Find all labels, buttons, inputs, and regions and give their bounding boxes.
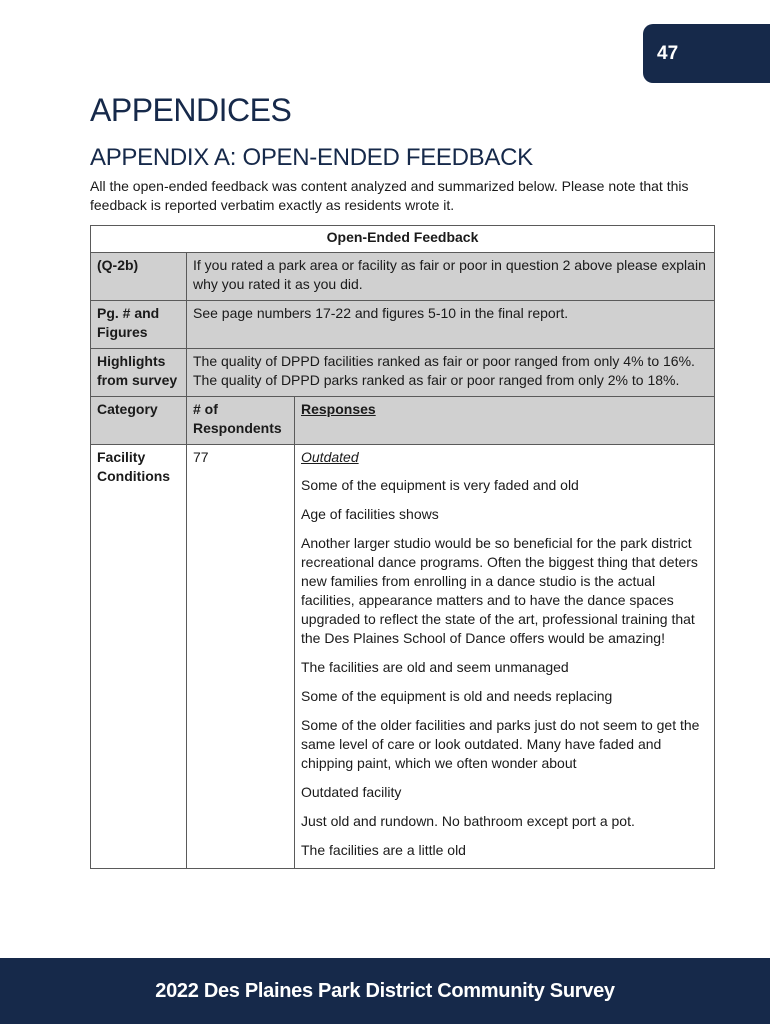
appendix-title: APPENDIX A: OPEN-ENDED FEEDBACK <box>90 144 533 171</box>
highlights-row <box>91 349 715 397</box>
footer-bar <box>0 958 770 1024</box>
col-respondents: # of Respondents <box>187 397 295 445</box>
response-item: Just old and rundown. No bathroom except port a pot. <box>301 813 635 829</box>
table-row <box>91 445 715 869</box>
table-title: Open-Ended Feedback <box>91 226 715 253</box>
pages-label: Pg. # and Figures <box>91 301 187 349</box>
feedback-table <box>90 225 715 869</box>
question-row <box>91 253 715 301</box>
page-number-tab <box>643 24 770 83</box>
question-text: If you rated a park area or facility as fair or poor in question 2 above please explain why you rated it as you did. <box>187 253 715 301</box>
col-category: Category <box>91 397 187 445</box>
response-item: Some of the older facilities and parks just do not seem to get the same level of care or look outdated. Many have faded and chipping paint, which we often wonder about <box>301 717 700 771</box>
response-item: The facilities are old and seem unmanaged <box>301 659 569 675</box>
response-item: Some of the equipment is very faded and old <box>301 477 579 493</box>
page-number: 47 <box>657 42 679 64</box>
response-subcategory: Outdated <box>301 449 359 465</box>
question-label: (Q-2b) <box>91 253 187 301</box>
col-responses: Responses <box>295 397 715 445</box>
response-item: The facilities are a little old <box>301 842 466 858</box>
pages-row <box>91 301 715 349</box>
response-item: Another larger studio would be so beneficial for the park district recreational dance programs. Often the biggest thing that deters new families from enrolling in a dance studio is the actual facilities, appearance matters and to have the dance spaces upgraded to reflect the state of the art, professional training that the Des Plaines School of Dance offers would be amazing! <box>301 535 698 646</box>
row-respondents: 77 <box>187 445 295 869</box>
column-header-row <box>91 397 715 445</box>
table-title-row <box>91 226 715 253</box>
pages-text: See page numbers 17-22 and figures 5-10 in the final report. <box>187 301 715 349</box>
row-responses <box>295 445 715 869</box>
response-item: Some of the equipment is old and needs replacing <box>301 688 613 704</box>
row-category: Facility Conditions <box>91 445 187 869</box>
intro-paragraph: All the open-ended feedback was content analyzed and summarized below. Please note that this feedback is reported verbatim exactly as residents wrote it. <box>90 178 689 213</box>
response-item: Outdated facility <box>301 784 402 800</box>
page-heading: APPENDICES <box>90 92 292 128</box>
footer-title: 2022 Des Plaines Park District Community Survey <box>155 979 615 1002</box>
response-item: Age of facilities shows <box>301 506 439 522</box>
highlights-label: Highlights from survey <box>91 349 187 397</box>
highlights-text: The quality of DPPD facilities ranked as fair or poor ranged from only 4% to 16%. The quality of DPPD parks ranked as fair or poor ranged from only 2% to 18%. <box>187 349 715 397</box>
